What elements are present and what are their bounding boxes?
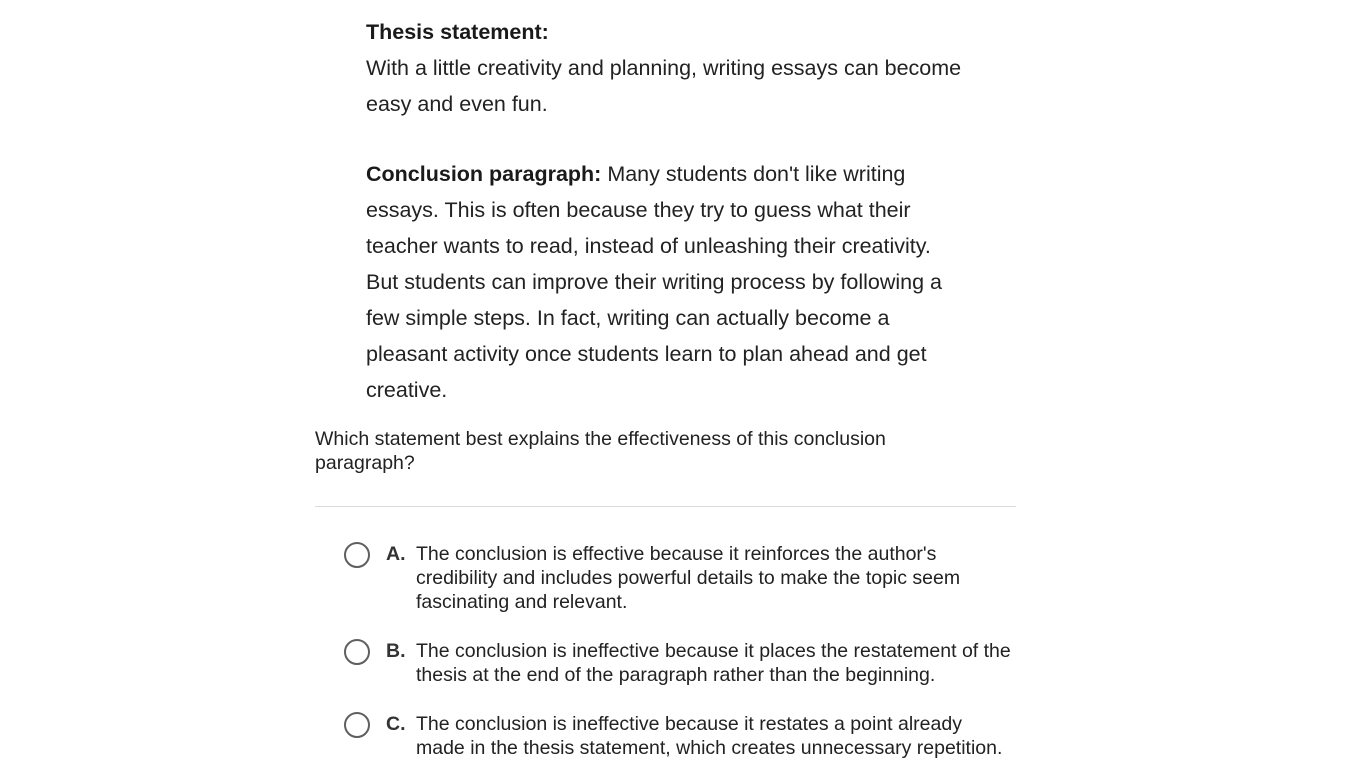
option-text-b[interactable]: The conclusion is ineffective because it places the restatement of the thesis at the end of the paragraph rather than the beginning. (416, 640, 1011, 686)
reading-passage (366, 14, 966, 408)
conclusion-label: Conclusion paragraph: (366, 162, 602, 186)
radio-button-c[interactable] (344, 712, 370, 738)
paragraph-gap (366, 122, 966, 156)
option-text-a[interactable]: The conclusion is effective because it reinforces the author's credibility and includes powerful details to make the topic seem fascinating and relevant. (416, 543, 961, 613)
answer-option-b[interactable] (344, 639, 1024, 687)
conclusion-block (366, 156, 966, 408)
answer-option-c[interactable] (344, 712, 1024, 760)
answer-options (344, 542, 1024, 768)
radio-button-a[interactable] (344, 542, 370, 568)
answer-option-a[interactable] (344, 542, 1024, 614)
option-letter-a: A. (386, 543, 406, 565)
thesis-block (366, 14, 966, 122)
radio-button-b[interactable] (344, 639, 370, 665)
thesis-text: With a little creativity and planning, writing essays can become easy and even fun. (366, 56, 962, 116)
thesis-label: Thesis statement: (366, 20, 549, 44)
question-prompt: Which statement best explains the effectiveness of this conclusion paragraph? (315, 428, 886, 474)
option-text-c[interactable]: The conclusion is ineffective because it restates a point already made in the thesis statement, which creates unnecessary repetition. (416, 713, 1003, 759)
option-letter-c: C. (386, 713, 406, 735)
divider (315, 506, 1016, 507)
option-letter-b: B. (386, 640, 406, 662)
conclusion-text: Many students don't like writing essays. This is often because they try to guess what their teacher wants to read, instead of unleashing their creativity. But students can improve their writing process by following a few simple steps. In fact, writing can actually become a pleasant activity once students learn to plan ahead and get creative. (366, 162, 942, 402)
